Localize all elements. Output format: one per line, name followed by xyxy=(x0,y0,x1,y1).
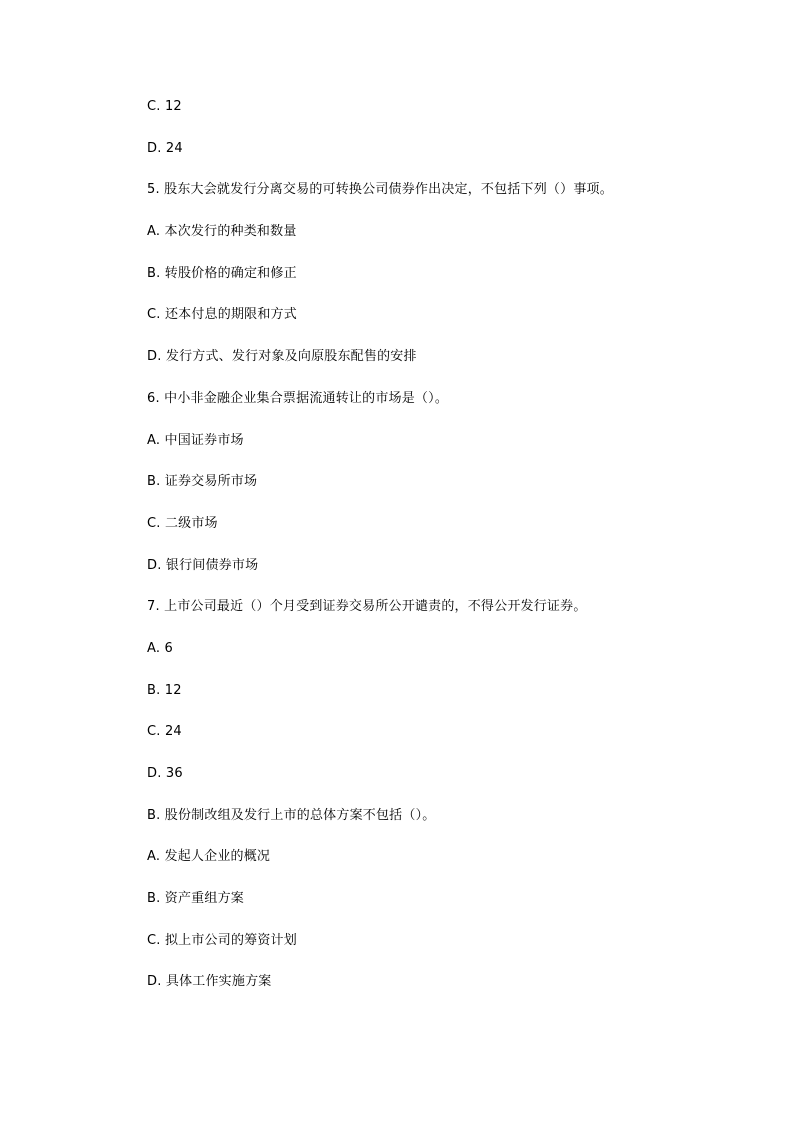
answer-option: C. 24 xyxy=(147,724,182,740)
answer-option: C. 12 xyxy=(147,99,182,114)
question-text: B. 股份制改组及发行上市的总体方案不包括（）。 xyxy=(147,807,436,823)
answer-option: C. 拟上市公司的筹资计划 xyxy=(147,932,297,948)
answer-option: A. 发起人企业的概况 xyxy=(147,849,271,865)
answer-option: B. 资产重组方案 xyxy=(147,891,244,907)
answer-option: C. 还本付息的期限和方式 xyxy=(147,307,297,323)
question-text: 6. 中小非金融企业集合票据流通转让的市场是（）。 xyxy=(147,390,449,406)
answer-option: A. 6 xyxy=(147,640,174,656)
answer-option: B. 转股价格的确定和修正 xyxy=(147,265,297,281)
answer-option: B. 证券交易所市场 xyxy=(147,474,258,490)
answer-option: D. 发行方式、发行对象及向原股东配售的安排 xyxy=(147,349,417,365)
answer-option: D. 24 xyxy=(147,140,183,156)
answer-option: A. 本次发行的种类和数量 xyxy=(147,224,297,240)
answer-option: D. 具体工作实施方案 xyxy=(147,974,272,990)
document-body xyxy=(147,86,613,1003)
question-text: 5. 股东大会就发行分离交易的可转换公司债券作出决定，不包括下列（）事项。 xyxy=(147,182,613,198)
answer-option: A. 中国证券市场 xyxy=(147,432,244,448)
answer-option: B. 12 xyxy=(147,682,182,698)
answer-option: D. 36 xyxy=(147,766,183,781)
answer-option: C. 二级市场 xyxy=(147,515,218,531)
answer-option: D. 银行间债券市场 xyxy=(147,557,259,573)
question-text: 7. 上市公司最近（）个月受到证券交易所公开谴责的，不得公开发行证券。 xyxy=(147,599,587,615)
